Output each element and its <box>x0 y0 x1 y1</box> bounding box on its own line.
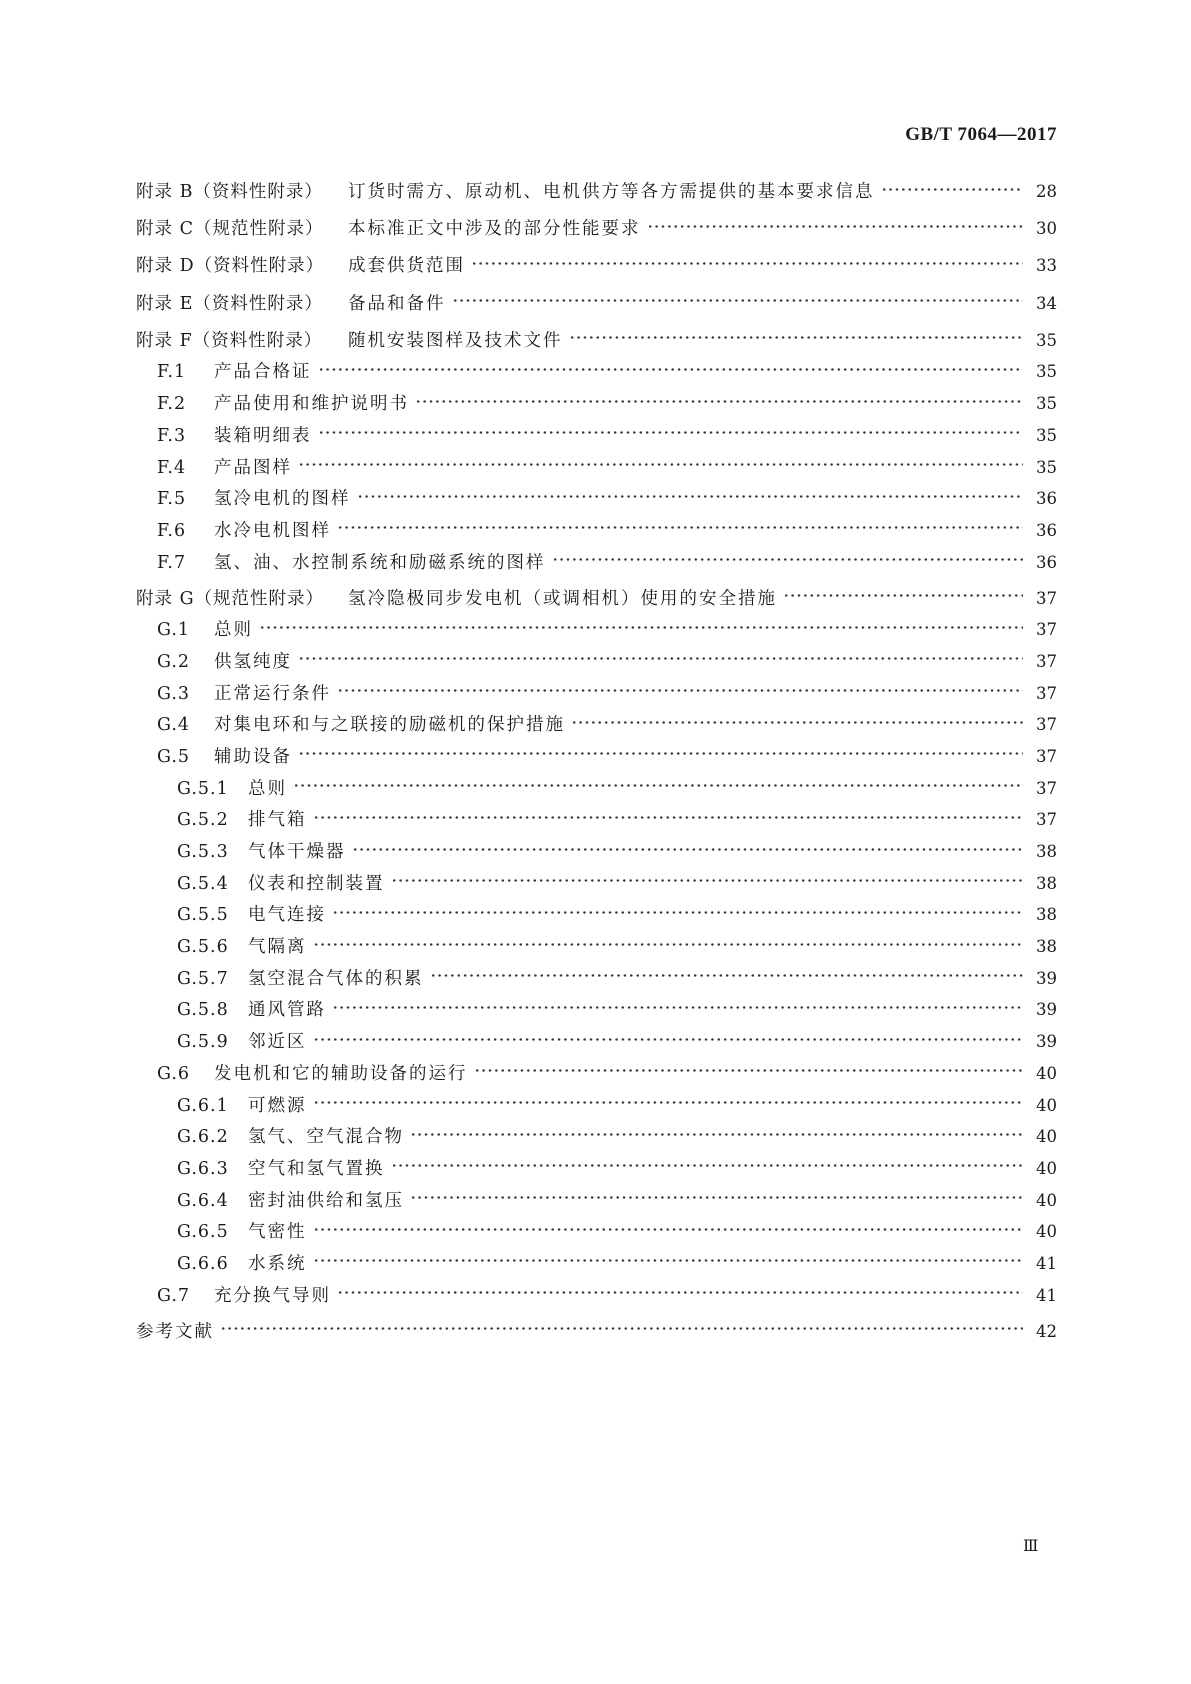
toc-entry-page: 41 <box>1036 1253 1057 1273</box>
toc-entry-page: 40 <box>1036 1190 1057 1210</box>
toc-entry-page: 36 <box>1036 520 1057 540</box>
toc-entry-label: 附录 D（资料性附录） <box>136 256 325 277</box>
dot-leader <box>569 327 1024 345</box>
toc-entry-title: 装箱明细表 <box>214 425 312 446</box>
toc-entry-title: 发电机和它的辅助设备的运行 <box>214 1063 468 1084</box>
dot-leader <box>313 1029 1024 1047</box>
dot-leader <box>352 839 1024 857</box>
toc-entry-label: G.6.4 <box>177 1190 229 1211</box>
toc-entry[interactable] <box>136 1185 1057 1217</box>
dot-leader <box>318 359 1024 377</box>
toc-entry-label: G.6.6 <box>177 1253 229 1274</box>
dot-leader <box>298 648 1023 666</box>
toc-entry-label: G.5.1 <box>177 778 229 799</box>
toc-entry-label: G.6 <box>157 1063 191 1084</box>
toc-entry-page: 42 <box>1036 1321 1057 1341</box>
toc-entry[interactable] <box>136 1216 1057 1248</box>
dot-leader <box>391 1155 1024 1173</box>
toc-entry[interactable] <box>136 741 1057 773</box>
toc-entry-title: 空气和氢气置换 <box>248 1158 385 1179</box>
toc-entry[interactable] <box>136 250 1057 282</box>
dot-leader <box>337 1282 1023 1300</box>
toc-entry[interactable] <box>136 388 1057 420</box>
dot-leader <box>357 486 1024 504</box>
dot-leader <box>415 391 1023 409</box>
page-number: Ⅲ <box>1023 1538 1038 1555</box>
toc-entry[interactable] <box>136 1248 1057 1280</box>
dot-leader <box>647 216 1024 234</box>
toc-entry[interactable] <box>136 994 1057 1026</box>
toc-entry-label: G.5.6 <box>177 937 229 958</box>
toc-entry-page: 38 <box>1036 842 1057 862</box>
toc-entry[interactable] <box>136 176 1057 208</box>
toc-entry-title: 水冷电机图样 <box>214 520 331 541</box>
toc-entry-page: 35 <box>1036 457 1057 477</box>
toc-entry-page: 37 <box>1036 715 1057 735</box>
dot-leader <box>783 585 1023 603</box>
toc-entry-title: 水系统 <box>248 1253 307 1274</box>
toc-entry[interactable] <box>136 1121 1057 1153</box>
toc-entry-label: G.5.8 <box>177 1000 229 1021</box>
toc-entry-label: G.4 <box>157 715 191 736</box>
toc-entry-label: G.3 <box>157 683 191 704</box>
toc-entry-page: 40 <box>1036 1063 1057 1083</box>
toc-entry-title: 气密性 <box>248 1222 307 1243</box>
toc-entry[interactable] <box>136 614 1057 646</box>
dot-leader <box>410 1187 1023 1205</box>
toc-entry-title: 充分换气导则 <box>214 1285 331 1306</box>
toc-entry-page: 37 <box>1036 810 1057 830</box>
toc-entry-page: 38 <box>1036 873 1057 893</box>
toc-entry[interactable] <box>136 836 1057 868</box>
toc-entry-title: 成套供货范围 <box>348 256 465 277</box>
dot-leader <box>881 179 1024 197</box>
dot-leader <box>313 934 1024 952</box>
toc-entry-page: 37 <box>1036 620 1057 640</box>
toc-entry-title: 氢气、空气混合物 <box>248 1127 404 1148</box>
toc-entry-title: 订货时需方、原动机、电机供方等各方需提供的基本要求信息 <box>348 182 875 202</box>
toc-entry-title: 总则 <box>214 620 253 641</box>
toc-entry[interactable] <box>136 515 1057 547</box>
toc-entry[interactable] <box>136 547 1057 579</box>
toc-entry[interactable] <box>136 773 1057 805</box>
dot-leader <box>391 870 1024 888</box>
toc-entry-page: 37 <box>1036 683 1057 703</box>
dot-leader <box>313 807 1024 825</box>
toc-entry-title: 产品图样 <box>214 457 292 478</box>
toc-entry-label: G.1 <box>157 620 191 641</box>
dot-leader <box>298 743 1023 761</box>
toc-entry-title: 邻近区 <box>248 1032 307 1053</box>
toc-entry-page: 35 <box>1036 394 1057 414</box>
toc-entry-title: 辅助设备 <box>214 746 292 767</box>
toc-entry-title: 正常运行条件 <box>214 683 331 704</box>
toc-entry-title: 可燃源 <box>248 1095 307 1116</box>
toc-entry[interactable] <box>136 1153 1057 1185</box>
toc-entry-page: 33 <box>1036 256 1057 276</box>
toc-entry-page: 35 <box>1036 330 1057 350</box>
toc-entry[interactable] <box>136 325 1057 357</box>
toc-entry-page: 36 <box>1036 489 1057 509</box>
toc-entry-label: F.5 <box>157 489 187 510</box>
toc-entry[interactable] <box>136 420 1057 452</box>
toc-entry-page: 40 <box>1036 1127 1057 1147</box>
dot-leader <box>313 1219 1024 1237</box>
toc-entry[interactable] <box>136 288 1057 320</box>
dot-leader <box>410 1124 1023 1142</box>
toc-entry-title: 氢空混合气体的积累 <box>248 968 424 989</box>
toc-entry-label: G.6.1 <box>177 1095 229 1116</box>
toc-entry[interactable] <box>136 583 1057 615</box>
toc-entry[interactable] <box>136 1090 1057 1122</box>
toc-entry-label: G.2 <box>157 651 191 672</box>
toc-entry[interactable] <box>136 804 1057 836</box>
toc-entry-label: G.5.5 <box>177 905 229 926</box>
toc-entry-title: 氢、油、水控制系统和励磁系统的图样 <box>214 552 546 573</box>
dot-leader <box>220 1318 1023 1336</box>
toc-entry-title: 气体干燥器 <box>248 842 346 863</box>
toc-entry-title: 气隔离 <box>248 937 307 958</box>
dot-leader <box>293 775 1023 793</box>
toc-entry-page: 36 <box>1036 552 1057 572</box>
toc-entry-page: 39 <box>1036 1000 1057 1020</box>
toc-entry[interactable] <box>136 678 1057 710</box>
toc-entry-title: 通风管路 <box>248 1000 326 1021</box>
toc-entry-page: 35 <box>1036 362 1057 382</box>
toc-entry[interactable] <box>136 709 1057 741</box>
toc-entry-title: 总则 <box>248 778 287 799</box>
toc-entry-title: 仪表和控制装置 <box>248 873 385 894</box>
toc-entry[interactable] <box>136 868 1057 900</box>
toc-entry-page: 38 <box>1036 905 1057 925</box>
dot-leader <box>474 1060 1024 1078</box>
toc-entry-label: G.5.2 <box>177 810 229 831</box>
toc-entry-page: 39 <box>1036 968 1057 988</box>
toc-entry-title: 本标准正文中涉及的部分性能要求 <box>348 219 641 240</box>
toc-entry-label: F.6 <box>157 520 187 541</box>
toc-entry-label: G.5 <box>157 746 191 767</box>
toc-entry[interactable] <box>136 483 1057 515</box>
toc-entry-page: 30 <box>1036 219 1057 239</box>
toc-entry[interactable] <box>136 1316 1057 1348</box>
toc-entry-page: 35 <box>1036 425 1057 445</box>
toc-entry-title: 对集电环和与之联接的励磁机的保护措施 <box>214 715 565 736</box>
standard-code: GB/T 7064—2017 <box>905 124 1057 145</box>
toc-entry-title: 电气连接 <box>248 905 326 926</box>
toc-entry-label: G.5.7 <box>177 968 229 989</box>
toc-entry-label: F.3 <box>157 425 187 446</box>
dot-leader <box>337 517 1023 535</box>
toc-entry[interactable] <box>136 963 1057 995</box>
toc-entry[interactable] <box>136 646 1057 678</box>
toc-entry[interactable] <box>136 899 1057 931</box>
dot-leader <box>571 712 1023 730</box>
toc-entry-label: 附录 B（资料性附录） <box>136 182 323 202</box>
toc-entry-page: 34 <box>1036 293 1057 313</box>
toc-entry-page: 37 <box>1036 588 1057 608</box>
toc-entry-label: 附录 G（规范性附录） <box>136 588 325 609</box>
dot-leader <box>552 549 1024 567</box>
dot-leader <box>298 454 1023 472</box>
toc-entry-title: 参考文献 <box>136 1321 214 1342</box>
toc-entry-title: 产品合格证 <box>214 362 312 383</box>
table-of-contents <box>136 176 1057 1347</box>
dot-leader <box>471 253 1023 271</box>
dot-leader <box>259 617 1023 635</box>
dot-leader <box>313 1092 1024 1110</box>
toc-entry-page: 40 <box>1036 1158 1057 1178</box>
toc-entry-page: 37 <box>1036 746 1057 766</box>
toc-entry-label: G.7 <box>157 1285 191 1306</box>
toc-entry-title: 随机安装图样及技术文件 <box>348 330 563 351</box>
toc-entry-label: G.5.3 <box>177 842 229 863</box>
toc-entry-label: 附录 E（资料性附录） <box>136 293 323 314</box>
toc-entry-label: F.1 <box>157 362 187 383</box>
dot-leader <box>337 680 1023 698</box>
toc-entry[interactable] <box>136 452 1057 484</box>
toc-entry[interactable] <box>136 931 1057 963</box>
toc-entry-label: G.5.4 <box>177 873 229 894</box>
toc-entry[interactable] <box>136 213 1057 245</box>
toc-entry-label: F.7 <box>157 552 187 573</box>
dot-leader <box>430 965 1024 983</box>
toc-entry-title: 排气箱 <box>248 810 307 831</box>
toc-entry-page: 40 <box>1036 1222 1057 1242</box>
toc-entry[interactable] <box>136 1280 1057 1312</box>
toc-entry-label: 附录 F（资料性附录） <box>136 330 323 351</box>
dot-leader <box>313 1250 1024 1268</box>
toc-entry-title: 密封油供给和氢压 <box>248 1190 404 1211</box>
toc-entry-title: 氢冷电机的图样 <box>214 489 351 510</box>
toc-entry-page: 37 <box>1036 651 1057 671</box>
dot-leader <box>332 902 1023 920</box>
toc-entry-title: 备品和备件 <box>348 293 446 314</box>
toc-entry-label: G.5.9 <box>177 1032 229 1053</box>
toc-entry-page: 37 <box>1036 778 1057 798</box>
toc-entry-title: 供氢纯度 <box>214 651 292 672</box>
toc-entry-title: 氢冷隐极同步发电机（或调相机）使用的安全措施 <box>348 588 777 609</box>
toc-entry-title: 产品使用和维护说明书 <box>214 394 409 415</box>
toc-entry-page: 28 <box>1036 182 1057 201</box>
toc-entry-label: F.2 <box>157 394 187 415</box>
dot-leader <box>332 997 1023 1015</box>
toc-entry-label: G.6.5 <box>177 1222 229 1243</box>
toc-entry[interactable] <box>136 1058 1057 1090</box>
toc-entry[interactable] <box>136 356 1057 388</box>
toc-entry-label: 附录 C（规范性附录） <box>136 219 324 240</box>
toc-entry-page: 41 <box>1036 1285 1057 1305</box>
toc-entry-page: 39 <box>1036 1032 1057 1052</box>
dot-leader <box>318 422 1024 440</box>
toc-entry-label: G.6.3 <box>177 1158 229 1179</box>
toc-entry-label: G.6.2 <box>177 1127 229 1148</box>
toc-entry[interactable] <box>136 1026 1057 1058</box>
toc-entry-page: 38 <box>1036 937 1057 957</box>
dot-leader <box>452 290 1024 308</box>
toc-entry-label: F.4 <box>157 457 187 478</box>
toc-entry-page: 40 <box>1036 1095 1057 1115</box>
